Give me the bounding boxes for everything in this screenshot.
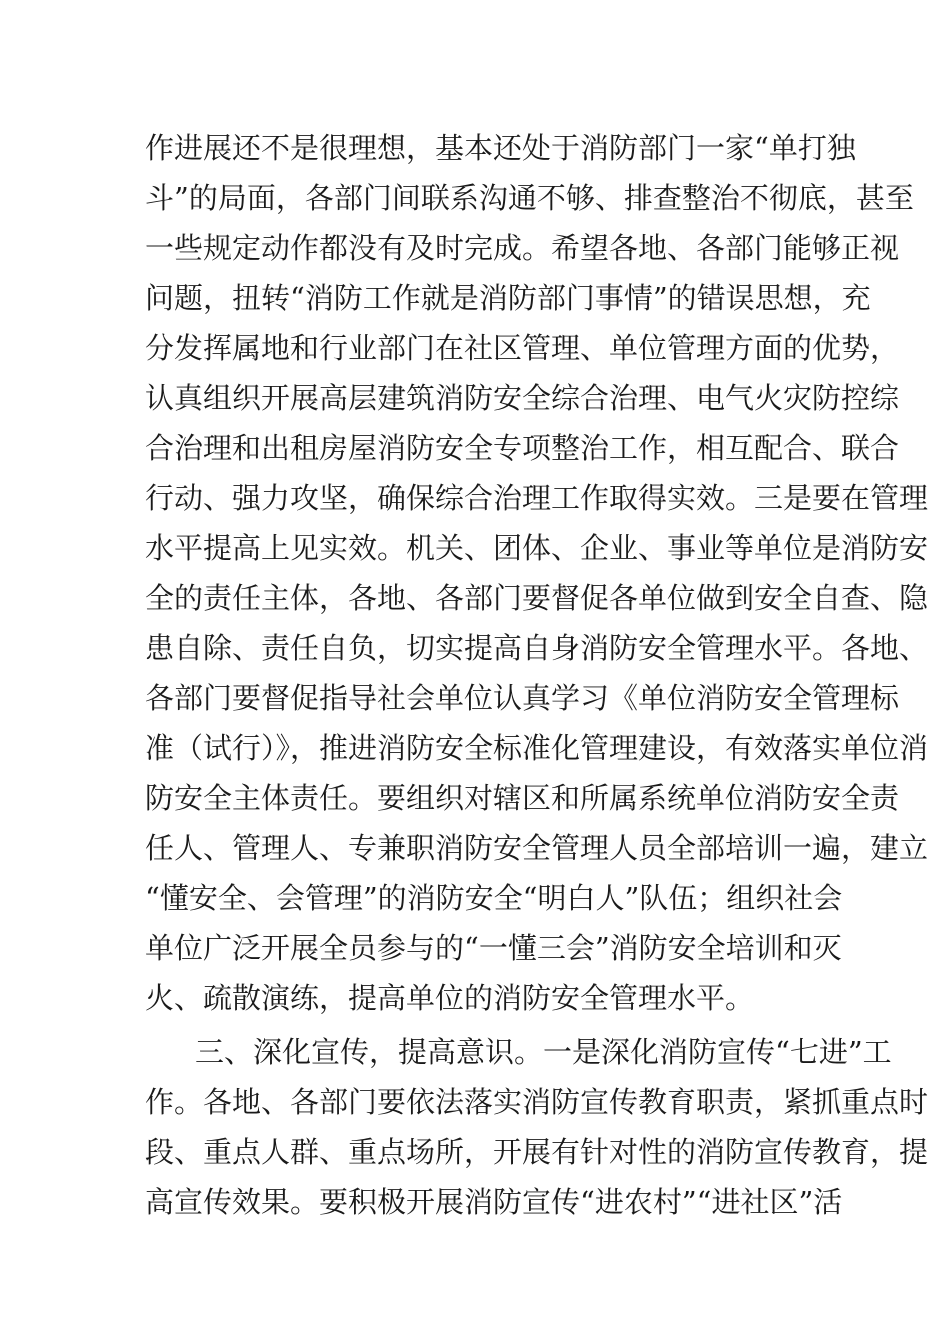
text-line: 一些规定动作都没有及时完成。希望各地、各部门能够正视 [145, 231, 900, 265]
text-line: 单位广泛开展全员参与的“一懂三会”消防安全培训和灭 [145, 931, 842, 965]
text-line: 斗”的局面，各部门间联系沟通不够、排查整治不彻底，甚至 [145, 181, 914, 215]
text-line: 各部门要督促指导社会单位认真学习《单位消防安全管理标 [145, 681, 900, 715]
text-line: 问题，扭转“消防工作就是消防部门事情”的错误思想，充 [145, 281, 871, 315]
text-line: 高宣传效果。要积极开展消防宣传“进农村”“进社区”活 [145, 1185, 843, 1219]
text-line: 水平提高上见实效。机关、团体、企业、事业等单位是消防安 [145, 531, 929, 565]
text-line: “懂安全、会管理”的消防安全“明白人”队伍；组织社会 [145, 881, 843, 915]
text-line: 火、疏散演练，提高单位的消防安全管理水平。 [145, 981, 755, 1015]
text-line: 准（试行）》，推进消防安全标准化管理建设，有效落实单位消 [145, 731, 929, 765]
section-heading-line: 三、深化宣传，提高意识。一是深化消防宣传“七进”工 [195, 1035, 892, 1069]
text-line: 全的责任主体，各地、各部门要督促各单位做到安全自查、隐 [145, 581, 929, 615]
text-line: 分发挥属地和行业部门在社区管理、单位管理方面的优势， [145, 331, 900, 365]
text-line: 作进展还不是很理想，基本还处于消防部门一家“单打独 [145, 131, 856, 165]
text-line: 合治理和出租房屋消防安全专项整治工作，相互配合、联合 [145, 431, 900, 465]
text-line: 任人、管理人、专兼职消防安全管理人员全部培训一遍，建立 [145, 831, 929, 865]
text-line: 段、重点人群、重点场所，开展有针对性的消防宣传教育，提 [145, 1135, 929, 1169]
text-line: 认真组织开展高层建筑消防安全综合治理、电气火灾防控综 [145, 381, 900, 415]
text-line: 行动、强力攻坚，确保综合治理工作取得实效。三是要在管理 [145, 481, 929, 515]
text-line: 防安全主体责任。要组织对辖区和所属系统单位消防安全责 [145, 781, 900, 815]
text-line: 患自除、责任自负，切实提高自身消防安全管理水平。各地、 [145, 631, 929, 665]
text-line: 作。各地、各部门要依法落实消防宣传教育职责，紧抓重点时 [145, 1085, 929, 1119]
